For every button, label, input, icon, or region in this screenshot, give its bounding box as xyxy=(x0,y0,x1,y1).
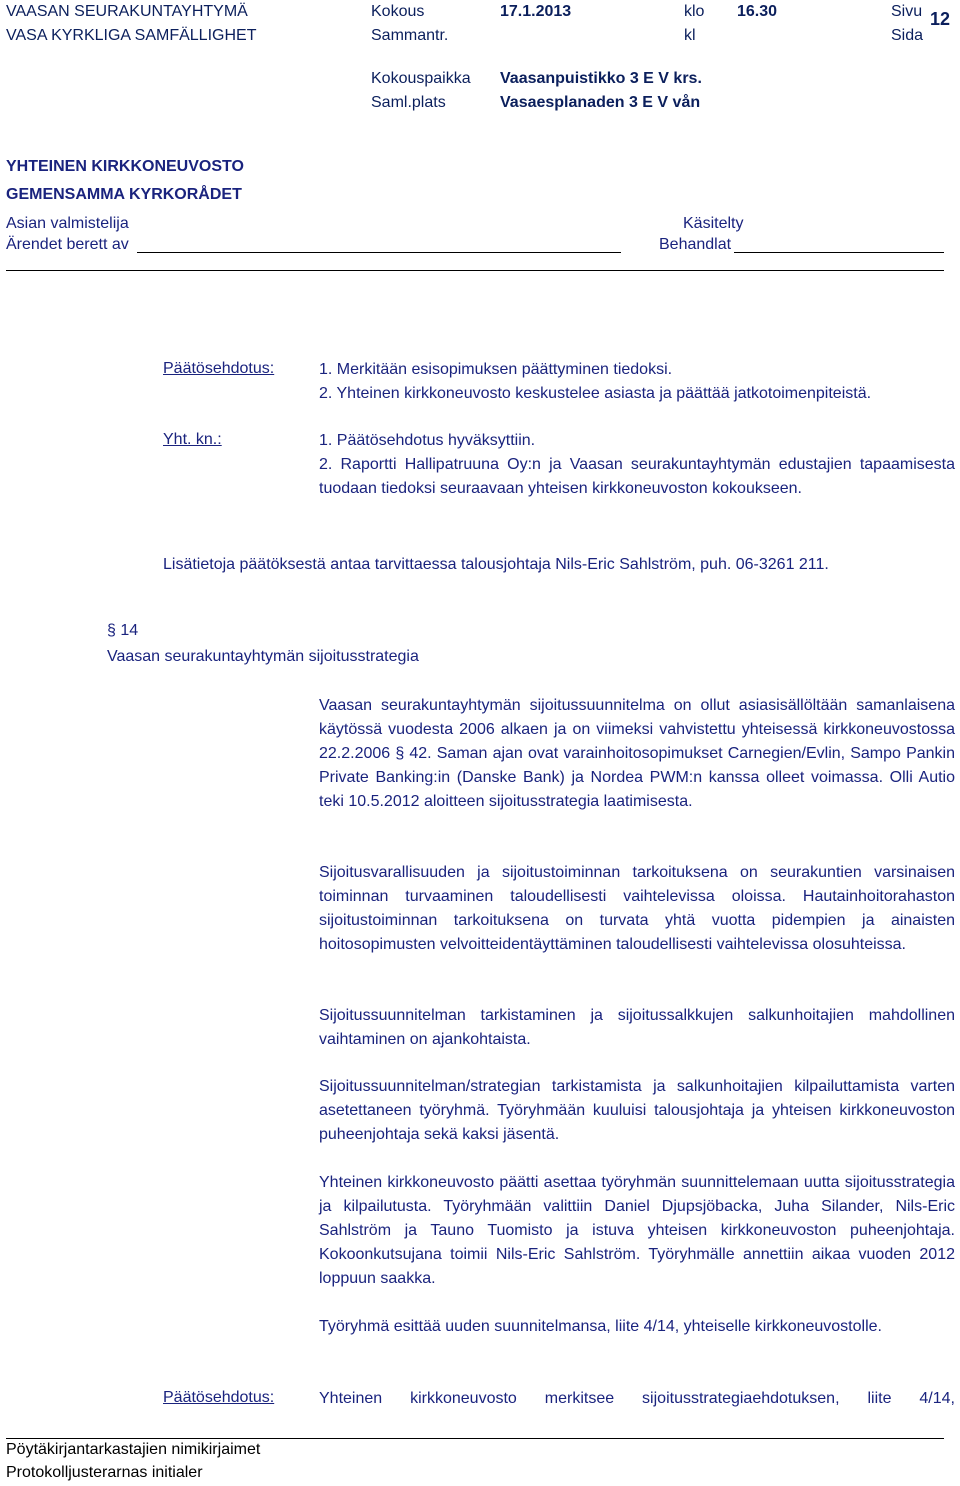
paragraph-2: Sijoitusvarallisuuden ja sijoitustoiminnan tarkoituksena on seurakuntien varsinaisen toiminnan turvaaminen taloudellisesti vaihtelevissa oloissa. Hautainhoitorahaston sijoitustoiminnan tarkoituksena on turvata yhtä vuotta pidempien ja ainaisten hoitosopimusten velvoitteidentäyttäminen taloudellisesti vaihtelevissa olosuhteissa. xyxy=(319,864,955,953)
page-number: 12 xyxy=(930,9,951,29)
meeting-label-fi: Kokous xyxy=(371,3,425,20)
meeting-place-fi: Vaasanpuistikko 3 E V krs. xyxy=(500,70,702,87)
header-divider xyxy=(6,270,944,271)
page-label-sv: Sida xyxy=(891,27,924,44)
handled-label-sv: Behandlat xyxy=(659,236,732,253)
page-label-fi: Sivu xyxy=(891,3,923,20)
handled-label-fi: Käsitelty xyxy=(683,215,744,232)
paragraph-1: Vaasan seurakuntayhtymän sijoitussuunnitelma on ollut asiasisällöltään samanlaisena käytössä vuodesta 2006 alkaen ja on viimeksi vahvistettu yhteisessä kirkkoneuvostossa 22.2.2006 § 42. Saman ajan ovat varainhoitosopimukset Carnegien/Evlin, Sampo Pankin Private Banking:in (Danske Bank) ja Nordea PWM:n kanssa olleet voimassa. Olli Autio teki 10.5.2012 aloitteen sijoitusstrategia laatimisesta. xyxy=(319,697,955,810)
proposal-item-1: 1. Merkitään esisopimuksen päättyminen tiedoksi. xyxy=(319,361,673,378)
paragraph-4: Sijoitussuunnitelman/strategian tarkistamista ja salkunhoitajien kilpailuttamista varten asetettaneen työryhmä. Työryhmään kuuluisi talousjohtaja ja yhteisen kirkkoneuvoston puheenjohtaja sekä kaksi jäsentä. xyxy=(319,1078,955,1143)
time-label-sv: kl xyxy=(684,27,696,44)
org-name-fi: VAASAN SEURAKUNTAYHTYMÄ xyxy=(6,3,248,20)
section-title: Vaasan seurakuntayhtymän sijoitusstrategia xyxy=(107,648,419,665)
footer-line-sv: Protokolljusterarnas initialer xyxy=(6,1464,203,1481)
proposal-item-2: 2. Yhteinen kirkkoneuvosto keskustelee asiasta ja päättää jatkotoimenpiteistä. xyxy=(319,385,872,402)
paragraph-6: Työryhmä esittää uuden suunnitelmansa, liite 4/14, yhteiselle kirkkoneuvostolle. xyxy=(319,1318,882,1335)
prepared-by-line xyxy=(137,252,621,253)
proposal-text-14: Yhteinen kirkkoneuvosto merkitsee sijoitusstrategiaehdotuksen, liite 4/14, xyxy=(319,1390,955,1407)
place-label-sv: Saml.plats xyxy=(371,94,446,111)
body-title-sv: GEMENSAMMA KYRKORÅDET xyxy=(6,186,242,203)
paragraph-3: Sijoitussuunnitelman tarkistaminen ja sijoitussalkkujen salkunhoitajien mahdollinen vaihtaminen on ajankohtaista. xyxy=(319,1007,955,1048)
proposal-label: Päätösehdotus: xyxy=(163,360,275,377)
section-number xyxy=(107,622,138,640)
prepared-by-label-sv: Ärendet berett av xyxy=(6,236,129,253)
info-line: Lisätietoja päätöksestä antaa tarvittaessa talousjohtaja Nils-Eric Sahlström, puh. 06-3261 211. xyxy=(163,556,829,573)
place-label-fi: Kokouspaikka xyxy=(371,70,471,87)
section-number-value: 14 xyxy=(120,622,139,639)
section-symbol: § xyxy=(107,622,116,639)
proposal-label-14: Päätösehdotus: xyxy=(163,1389,275,1406)
decision-item-2: 2. Raportti Hallipatruuna Oy:n ja Vaasan seurakuntayhtymän edustajien tapaamisesta tuodaan tiedoksi seuraavaan yhteisen kirkkoneuvoston kokoukseen. xyxy=(319,456,955,497)
decision-item-1: 1. Päätösehdotus hyväksyttiin. xyxy=(319,432,536,449)
paragraph-5: Yhteinen kirkkoneuvosto päätti asettaa työryhmän suunnittelemaan uutta sijoitusstrategia ja kilpailutusta. Työryhmään valittiin Daniel Djupsjöbacka, Juha Silander, Nils-Eric Sahlström ja Tauno Tuomisto ja istuva yhteisen kirkkoneuvoston puheenjohtaja. Kokoonkutsujana toimii Nils-Eric Sahlström. Työryhmälle annettiin aikaa vuoden 2012 loppuun saakka. xyxy=(319,1174,955,1287)
footer-divider xyxy=(6,1438,944,1439)
meeting-time: 16.30 xyxy=(737,3,778,20)
prepared-by-label-fi: Asian valmistelija xyxy=(6,215,129,232)
footer-line-fi: Pöytäkirjantarkastajien nimikirjaimet xyxy=(6,1441,261,1458)
decision-label: Yht. kn.: xyxy=(163,431,222,448)
handled-line xyxy=(734,252,944,253)
org-name-sv: VASA KYRKLIGA SAMFÄLLIGHET xyxy=(6,27,257,44)
meeting-label-sv: Sammantr. xyxy=(371,27,449,44)
time-label-fi: klo xyxy=(684,3,705,20)
body-title-fi: YHTEINEN KIRKKONEUVOSTO xyxy=(6,158,244,175)
meeting-place-sv: Vasaesplanaden 3 E V vån xyxy=(500,94,701,111)
meeting-date: 17.1.2013 xyxy=(500,3,572,20)
